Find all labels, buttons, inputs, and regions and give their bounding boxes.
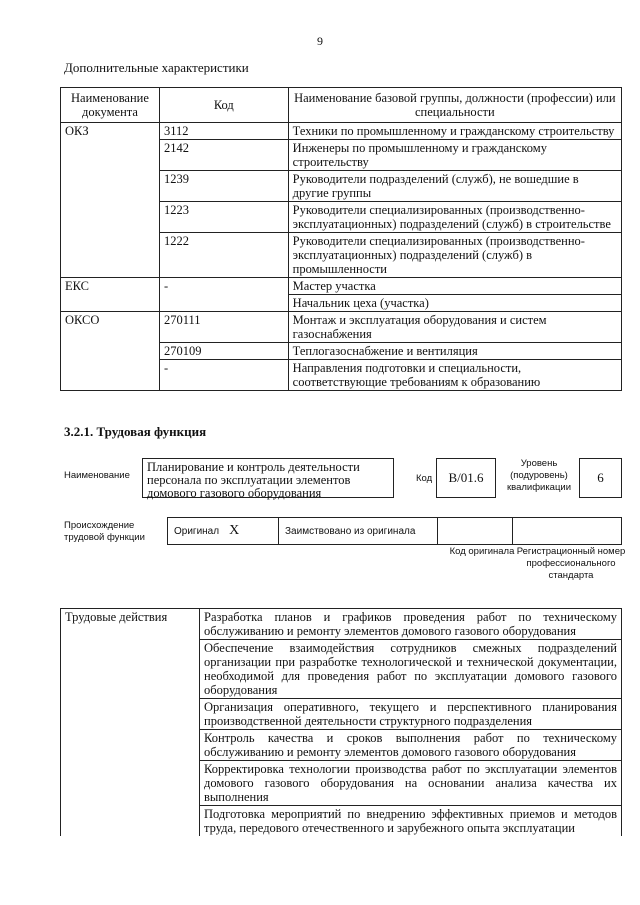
table-row <box>61 360 622 391</box>
cell-document <box>61 343 160 360</box>
cell-document <box>61 360 160 391</box>
registration-number-cell <box>512 517 622 545</box>
cell-name: Руководители подразделений (служб), не вошедшие в другие группы <box>288 171 621 202</box>
labor-action-item: Подготовка мероприятий по внедрению эффективных приемов и методов труда, передового отечественного и зарубежного опыта эксплуатации <box>200 806 622 837</box>
table-row <box>61 202 622 233</box>
cell-code: 270111 <box>159 312 288 343</box>
function-name-value: Планирование и контроль деятельности персонала по эксплуатации элементов домового газового оборудования <box>142 458 394 498</box>
cell-document: ЕКС <box>61 278 160 295</box>
cell-document <box>61 202 160 233</box>
cell-code: 2142 <box>159 140 288 171</box>
table-row <box>61 295 622 312</box>
qualification-level-value: 6 <box>579 458 622 498</box>
table-row <box>61 171 622 202</box>
cell-name: Мастер участка <box>288 278 621 295</box>
cell-document <box>61 171 160 202</box>
cell-code: 270109 <box>159 343 288 360</box>
function-code-label: Код <box>416 473 433 484</box>
registration-number-caption: Регистрационный номер профессионального стандарта <box>516 546 626 581</box>
cell-code: 1239 <box>159 171 288 202</box>
cell-code <box>159 295 288 312</box>
labor-action-item: Контроль качества и сроков выполнения работ по техническому обслуживанию и ремонту элементов домового газового оборудования <box>200 730 622 761</box>
cell-code: 1223 <box>159 202 288 233</box>
labor-action-item: Разработка планов и графиков проведения работ по техническому обслуживанию и ремонту элементов домового газового оборудования <box>200 609 622 640</box>
cell-document <box>61 140 160 171</box>
borrowed-label: Заимствовано из оригинала <box>278 517 438 545</box>
labor-actions-label: Трудовые действия <box>61 609 200 837</box>
labor-action-item: Корректировка технологии производства работ по эксплуатации элементов домового газового оборудования на основании анализа качества их выполнения <box>200 761 622 806</box>
cell-document: ОКЗ <box>61 123 160 140</box>
qualification-level-label: Уровень (подуровень) квалификации <box>506 458 572 493</box>
table-row <box>61 609 622 640</box>
table-row <box>61 123 622 140</box>
table-row <box>61 278 622 295</box>
header-code: Код <box>159 88 288 123</box>
additional-characteristics-table <box>60 87 622 391</box>
function-origin-label: Происхождение трудовой функции <box>64 520 145 543</box>
function-name-label: Наименование <box>64 470 130 481</box>
table-header-row <box>61 88 622 123</box>
labor-function-title: 3.2.1. Трудовая функция <box>64 424 207 439</box>
cell-document: ОКСО <box>61 312 160 343</box>
cell-name: Инженеры по промышленному и гражданскому строительству <box>288 140 621 171</box>
cell-code: - <box>159 360 288 391</box>
header-name: Наименование базовой группы, должности (профессии) или специальности <box>288 88 621 123</box>
labor-action-item: Обеспечение взаимодействия сотрудников смежных подразделений организации при разработке технологической и технической документации, необходимой для проведения работ по эксплуатации домового газового оборудования <box>200 640 622 699</box>
cell-name: Руководители специализированных (производственно-эксплуатационных) подразделений (служб) в строительстве <box>288 202 621 233</box>
original-mark: X <box>229 523 240 538</box>
table-row <box>61 312 622 343</box>
table-row <box>61 140 622 171</box>
cell-code: 3112 <box>159 123 288 140</box>
function-origin-row <box>168 517 622 545</box>
labor-actions-table <box>60 608 622 836</box>
function-code-value: В/01.6 <box>436 458 496 498</box>
cell-code: - <box>159 278 288 295</box>
page-number: 9 <box>317 34 323 48</box>
cell-name: Начальник цеха (участка) <box>288 295 621 312</box>
original-label: Оригинал <box>174 525 220 537</box>
labor-action-item: Организация оперативного, текущего и перспективного планирования производственной деятельности структурного подразделения <box>200 699 622 730</box>
cell-code: 1222 <box>159 233 288 278</box>
additional-characteristics-title: Дополнительные характеристики <box>64 60 249 75</box>
cell-document <box>61 233 160 278</box>
cell-name: Теплогазоснабжение и вентиляция <box>288 343 621 360</box>
original-code-caption: Код оригинала <box>449 546 515 557</box>
table-row <box>61 343 622 360</box>
cell-name: Монтаж и эксплуатация оборудования и систем газоснабжения <box>288 312 621 343</box>
original-cell <box>167 517 279 545</box>
cell-name: Техники по промышленному и гражданскому строительству <box>288 123 621 140</box>
original-code-cell <box>437 517 513 545</box>
table-row <box>61 233 622 278</box>
cell-name: Направления подготовки и специальности, соответствующие требованиям к образованию <box>288 360 621 391</box>
header-document: Наименование документа <box>61 88 160 123</box>
cell-document <box>61 295 160 312</box>
cell-name: Руководители специализированных (производственно-эксплуатационных) подразделений (служб) в промышленности <box>288 233 621 278</box>
